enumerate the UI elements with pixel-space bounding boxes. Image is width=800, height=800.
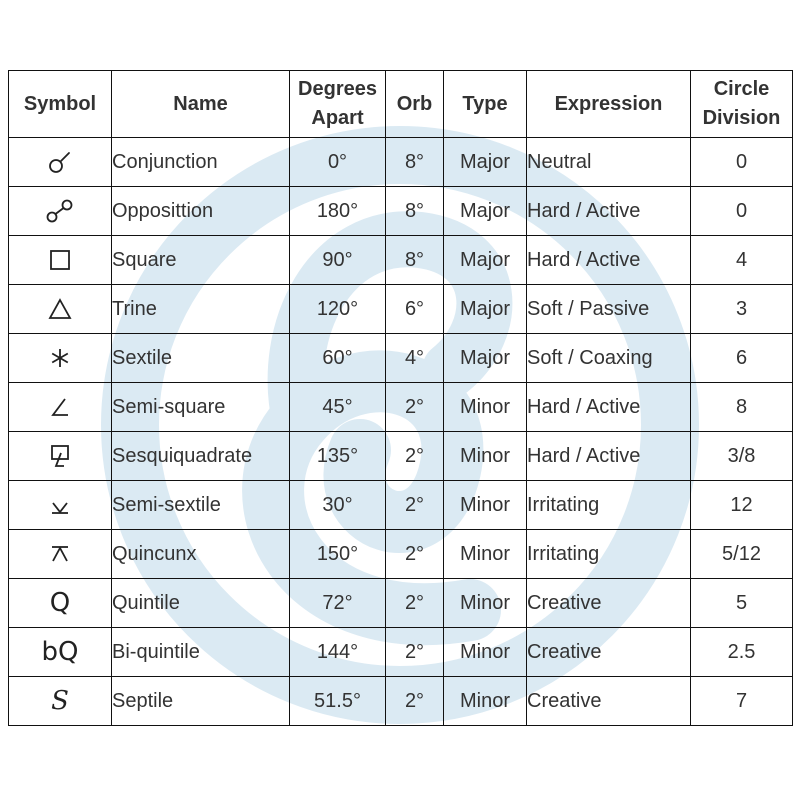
table-header-row bbox=[9, 71, 793, 138]
degrees-apart: 30° bbox=[290, 481, 386, 530]
table-row bbox=[9, 285, 793, 334]
symbol-cell bbox=[9, 677, 112, 726]
circle-division: 6 bbox=[691, 334, 793, 383]
aspect-type: Major bbox=[444, 285, 527, 334]
degrees-apart: 144° bbox=[290, 628, 386, 677]
symbol-cell bbox=[9, 432, 112, 481]
table-row bbox=[9, 628, 793, 677]
circle-division: 3/8 bbox=[691, 432, 793, 481]
aspect-name: Sesquiquadrate bbox=[112, 432, 290, 481]
table-row bbox=[9, 236, 793, 285]
expression: Hard / Active bbox=[527, 383, 691, 432]
aspect-type: Minor bbox=[444, 579, 527, 628]
aspect-name: Sextile bbox=[112, 334, 290, 383]
header-division-line2: Division bbox=[702, 107, 781, 129]
symbol-cell bbox=[9, 628, 112, 677]
expression: Irritating bbox=[527, 481, 691, 530]
aspect-name: Conjunction bbox=[112, 138, 290, 187]
aspect-type: Minor bbox=[444, 383, 527, 432]
header-degrees-line2: Apart bbox=[311, 107, 364, 129]
table-row bbox=[9, 187, 793, 236]
orb: 6° bbox=[386, 285, 444, 334]
expression: Irritating bbox=[527, 530, 691, 579]
orb: 8° bbox=[386, 236, 444, 285]
quincunx-icon bbox=[47, 542, 73, 566]
aspect-name: Semi-square bbox=[112, 383, 290, 432]
degrees-apart: 45° bbox=[290, 383, 386, 432]
aspect-type: Minor bbox=[444, 628, 527, 677]
circle-division: 5 bbox=[691, 579, 793, 628]
aspect-name: Semi-sextile bbox=[112, 481, 290, 530]
sextile-icon bbox=[48, 346, 72, 370]
orb: 8° bbox=[386, 187, 444, 236]
aspect-name: Septile bbox=[112, 677, 290, 726]
degrees-apart: 180° bbox=[290, 187, 386, 236]
table-row bbox=[9, 481, 793, 530]
orb: 2° bbox=[386, 677, 444, 726]
expression: Creative bbox=[527, 628, 691, 677]
circle-division: 5/12 bbox=[691, 530, 793, 579]
expression: Hard / Active bbox=[527, 187, 691, 236]
symbol-cell bbox=[9, 383, 112, 432]
degrees-apart: 135° bbox=[290, 432, 386, 481]
header-circle-division bbox=[691, 71, 793, 138]
orb: 2° bbox=[386, 383, 444, 432]
symbol-cell bbox=[9, 138, 112, 187]
trine-icon bbox=[47, 297, 73, 321]
expression: Hard / Active bbox=[527, 432, 691, 481]
aspect-type: Major bbox=[444, 334, 527, 383]
aspect-name: Bi-quintile bbox=[112, 628, 290, 677]
header-degrees-line1: Degrees bbox=[298, 78, 377, 100]
aspect-type: Minor bbox=[444, 677, 527, 726]
aspect-name: Square bbox=[112, 236, 290, 285]
symbol-cell bbox=[9, 187, 112, 236]
aspect-name: Opposittion bbox=[112, 187, 290, 236]
degrees-apart: 72° bbox=[290, 579, 386, 628]
orb: 8° bbox=[386, 138, 444, 187]
aspect-type: Major bbox=[444, 187, 527, 236]
symbol-cell bbox=[9, 334, 112, 383]
table-row bbox=[9, 677, 793, 726]
square-icon bbox=[48, 248, 72, 272]
header-name: Name bbox=[112, 71, 290, 138]
aspect-type: Minor bbox=[444, 530, 527, 579]
header-division-line1: Circle bbox=[713, 78, 770, 100]
expression: Hard / Active bbox=[527, 236, 691, 285]
aspects-table bbox=[8, 70, 793, 726]
opposition-icon bbox=[45, 198, 75, 224]
expression: Soft / Passive bbox=[527, 285, 691, 334]
orb: 2° bbox=[386, 432, 444, 481]
circle-division: 2.5 bbox=[691, 628, 793, 677]
aspect-name: Trine bbox=[112, 285, 290, 334]
degrees-apart: 51.5° bbox=[290, 677, 386, 726]
table-row bbox=[9, 138, 793, 187]
circle-division: 12 bbox=[691, 481, 793, 530]
header-degrees-apart bbox=[290, 71, 386, 138]
circle-division: 3 bbox=[691, 285, 793, 334]
degrees-apart: 120° bbox=[290, 285, 386, 334]
table-row bbox=[9, 383, 793, 432]
circle-division: 7 bbox=[691, 677, 793, 726]
table-row bbox=[9, 579, 793, 628]
expression: Soft / Coaxing bbox=[527, 334, 691, 383]
sesquiquadrate-icon bbox=[48, 443, 72, 469]
septile-icon: S bbox=[51, 686, 69, 716]
aspect-type: Minor bbox=[444, 432, 527, 481]
circle-division: 0 bbox=[691, 138, 793, 187]
aspect-name: Quintile bbox=[112, 579, 290, 628]
aspect-type: Minor bbox=[444, 481, 527, 530]
symbol-cell bbox=[9, 530, 112, 579]
header-orb: Orb bbox=[386, 71, 444, 138]
expression: Creative bbox=[527, 677, 691, 726]
table-row bbox=[9, 334, 793, 383]
orb: 2° bbox=[386, 579, 444, 628]
symbol-cell bbox=[9, 481, 112, 530]
aspect-type: Major bbox=[444, 236, 527, 285]
orb: 2° bbox=[386, 481, 444, 530]
aspect-name: Quincunx bbox=[112, 530, 290, 579]
expression: Neutral bbox=[527, 138, 691, 187]
aspect-type: Major bbox=[444, 138, 527, 187]
table-row bbox=[9, 530, 793, 579]
quintile-icon: Q bbox=[49, 588, 71, 618]
degrees-apart: 0° bbox=[290, 138, 386, 187]
degrees-apart: 60° bbox=[290, 334, 386, 383]
circle-division: 4 bbox=[691, 236, 793, 285]
expression: Creative bbox=[527, 579, 691, 628]
circle-division: 8 bbox=[691, 383, 793, 432]
orb: 4° bbox=[386, 334, 444, 383]
header-expression: Expression bbox=[527, 71, 691, 138]
symbol-cell bbox=[9, 579, 112, 628]
semi-sextile-icon bbox=[47, 493, 73, 517]
circle-division: 0 bbox=[691, 187, 793, 236]
orb: 2° bbox=[386, 530, 444, 579]
header-type: Type bbox=[444, 71, 527, 138]
symbol-cell bbox=[9, 236, 112, 285]
orb: 2° bbox=[386, 628, 444, 677]
conjunction-icon bbox=[47, 149, 73, 175]
symbol-cell bbox=[9, 285, 112, 334]
bi-quintile-icon: bQ bbox=[41, 637, 79, 667]
header-symbol: Symbol bbox=[9, 71, 112, 138]
table-row bbox=[9, 432, 793, 481]
degrees-apart: 90° bbox=[290, 236, 386, 285]
degrees-apart: 150° bbox=[290, 530, 386, 579]
semi-square-icon bbox=[48, 395, 72, 419]
